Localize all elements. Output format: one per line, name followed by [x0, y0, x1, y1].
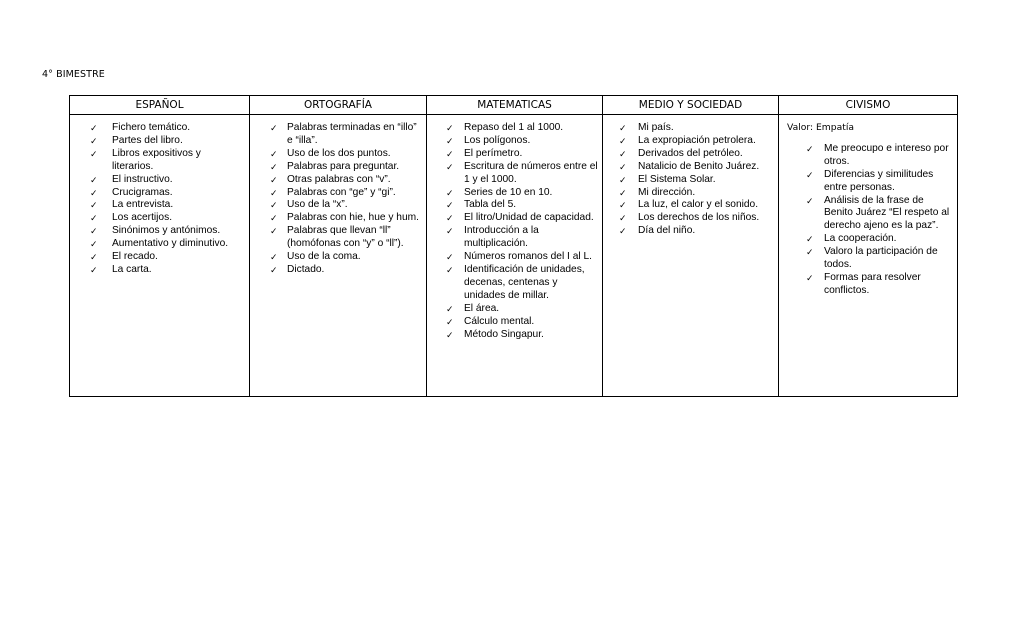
checkmark-icon: ✓	[90, 174, 98, 185]
checkmark-icon: ✓	[446, 148, 454, 159]
list-item-text: Los acertijos.	[112, 212, 173, 224]
list-item	[70, 225, 249, 238]
list-item-text: El instructivo.	[112, 173, 173, 185]
medio-y-sociedad-list	[603, 122, 778, 238]
checkmark-icon: ✓	[90, 123, 98, 133]
list-item-text: Natalicio de Benito Juárez.	[638, 160, 760, 172]
list-item-text: Series de 10 en 10.	[464, 186, 553, 198]
list-item	[779, 169, 957, 195]
checkmark-icon: ✓	[619, 213, 627, 224]
list-item-text: Palabras que llevan “ll” (homófonas con “y” o “ll”).	[287, 225, 404, 250]
list-item	[250, 148, 426, 161]
checkmark-icon: ✓	[619, 200, 627, 211]
list-item	[427, 135, 602, 148]
list-item	[603, 122, 778, 135]
list-item	[250, 225, 426, 251]
list-item-text: Sinónimos y antónimos.	[112, 225, 221, 237]
list-item	[427, 212, 602, 225]
checkmark-icon: ✓	[619, 187, 627, 198]
checkmark-icon: ✓	[270, 123, 278, 133]
checkmark-icon: ✓	[619, 123, 627, 133]
list-item-text: Fichero temático.	[112, 122, 191, 133]
list-item-text: Crucigramas.	[112, 186, 173, 198]
list-item	[250, 174, 426, 187]
list-item	[250, 187, 426, 200]
list-item	[250, 122, 426, 148]
checkmark-icon: ✓	[619, 161, 627, 172]
column-header-medio-y-sociedad: MEDIO Y SOCIEDAD	[603, 96, 779, 115]
checkmark-icon: ✓	[806, 195, 814, 206]
checkmark-icon: ✓	[90, 187, 98, 198]
checkmark-icon: ✓	[270, 200, 278, 211]
list-item-text: Me preocupo e intereso por otros.	[824, 142, 949, 167]
list-item	[427, 225, 602, 251]
column-header-ortografia: ORTOGRAFÍA	[250, 96, 427, 115]
checkmark-icon: ✓	[619, 226, 627, 237]
list-item	[427, 251, 602, 264]
list-item-text: Aumentativo y diminutivo.	[112, 238, 229, 250]
cell-medio-y-sociedad	[603, 115, 779, 397]
list-item	[250, 161, 426, 174]
list-item-text: Tabla del 5.	[464, 199, 517, 211]
list-item	[250, 199, 426, 212]
list-item-text: La luz, el calor y el sonido.	[638, 199, 759, 211]
list-item	[70, 148, 249, 174]
list-item	[427, 199, 602, 212]
checkmark-icon: ✓	[806, 247, 814, 258]
list-item	[603, 225, 778, 238]
list-item	[427, 264, 602, 303]
checkmark-icon: ✓	[446, 264, 454, 275]
list-item	[70, 264, 249, 277]
list-item-text: La cooperación.	[824, 233, 897, 245]
checkmark-icon: ✓	[806, 169, 814, 180]
civismo-value-label: Valor: Empatía	[787, 122, 855, 133]
list-item-text: El perímetro.	[464, 147, 523, 159]
checkmark-icon: ✓	[446, 226, 454, 237]
list-item-text: Diferencias y similitudes entre personas.	[824, 168, 934, 193]
list-item	[70, 238, 249, 251]
list-item	[427, 161, 602, 187]
checkmark-icon: ✓	[446, 200, 454, 211]
list-item-text: Los derechos de los niños.	[638, 212, 760, 224]
list-item-text: La expropiación petrolera.	[638, 134, 756, 146]
checkmark-icon: ✓	[270, 252, 278, 263]
list-item	[603, 212, 778, 225]
checkmark-icon: ✓	[446, 213, 454, 224]
list-item-text: Análisis de la frase de Benito Juárez “El respeto al derecho ajeno es la paz”.	[824, 194, 950, 232]
checkmark-icon: ✓	[90, 213, 98, 224]
list-item-text: Palabras con hie, hue y hum.	[287, 212, 419, 224]
checkmark-icon: ✓	[270, 226, 278, 237]
checkmark-icon: ✓	[806, 234, 814, 245]
list-item	[779, 233, 957, 246]
checkmark-icon: ✓	[619, 148, 627, 159]
matematicas-list	[427, 122, 602, 341]
list-item-text: Palabras terminadas en “illo” e “illa”.	[287, 122, 417, 146]
list-item	[250, 212, 426, 225]
list-item	[427, 122, 602, 135]
list-item-text: El área.	[464, 302, 500, 314]
list-item-text: Partes del libro.	[112, 134, 183, 146]
checkmark-icon: ✓	[446, 187, 454, 198]
list-item	[427, 148, 602, 161]
checkmark-icon: ✓	[619, 174, 627, 185]
checkmark-icon: ✓	[270, 174, 278, 185]
list-item	[70, 122, 249, 135]
checkmark-icon: ✓	[446, 316, 454, 327]
cell-ortografia	[250, 115, 427, 397]
list-item-text: Uso de los dos puntos.	[287, 147, 391, 159]
list-item-text: Escritura de números entre el 1 y el 1000.	[464, 160, 598, 185]
list-item-text: Dictado.	[287, 263, 325, 275]
list-item-text: Uso de la “x”.	[287, 199, 348, 211]
list-item-text: Derivados del petróleo.	[638, 147, 743, 159]
list-item-text: La carta.	[112, 263, 152, 275]
list-item	[603, 174, 778, 187]
list-item-text: Valoro la participación de todos.	[824, 246, 938, 271]
checkmark-icon: ✓	[446, 252, 454, 263]
list-item	[779, 272, 957, 298]
civismo-list	[779, 143, 957, 298]
page-heading: 4° BIMESTRE	[42, 69, 105, 80]
list-item	[427, 316, 602, 329]
list-item-text: Uso de la coma.	[287, 251, 361, 263]
list-item	[70, 135, 249, 148]
list-item-text: Repaso del 1 al 1000.	[464, 122, 564, 133]
list-item-text: Palabras con “ge” y “gi”.	[287, 186, 396, 198]
checkmark-icon: ✓	[619, 135, 627, 146]
list-item-text: El recado.	[112, 251, 158, 263]
list-item	[427, 329, 602, 342]
list-item-text: Introducción a la multiplicación.	[464, 225, 539, 250]
list-item-text: Día del niño.	[638, 225, 696, 237]
checkmark-icon: ✓	[90, 252, 98, 263]
list-item	[70, 199, 249, 212]
checkmark-icon: ✓	[806, 143, 814, 154]
list-item-text: Método Singapur.	[464, 328, 544, 340]
list-item-text: Formas para resolver conflictos.	[824, 271, 921, 296]
list-item	[70, 251, 249, 264]
checkmark-icon: ✓	[270, 264, 278, 275]
list-item-text: Mi dirección.	[638, 186, 696, 198]
checkmark-icon: ✓	[90, 239, 98, 250]
list-item-text: Los polígonos.	[464, 134, 531, 146]
checkmark-icon: ✓	[446, 123, 454, 133]
checkmark-icon: ✓	[90, 264, 98, 275]
list-item-text: Números romanos del I al L.	[464, 251, 592, 263]
cell-civismo	[779, 115, 958, 397]
checkmark-icon: ✓	[446, 161, 454, 172]
checkmark-icon: ✓	[90, 200, 98, 211]
list-item-text: Libros expositivos y literarios.	[112, 147, 201, 172]
list-item	[779, 246, 957, 272]
checkmark-icon: ✓	[270, 148, 278, 159]
checkmark-icon: ✓	[90, 135, 98, 146]
table-content-row	[70, 115, 958, 397]
list-item	[250, 251, 426, 264]
list-item	[603, 199, 778, 212]
list-item	[250, 264, 426, 277]
checkmark-icon: ✓	[270, 187, 278, 198]
checkmark-icon: ✓	[270, 161, 278, 172]
list-item	[603, 135, 778, 148]
list-item-text: Cálculo mental.	[464, 315, 535, 327]
list-item-text: La entrevista.	[112, 199, 174, 211]
list-item	[603, 161, 778, 174]
checkmark-icon: ✓	[270, 213, 278, 224]
list-item	[779, 143, 957, 169]
list-item	[603, 148, 778, 161]
ortografia-list	[250, 122, 426, 277]
curriculum-table	[69, 95, 958, 397]
list-item-text: Palabras para preguntar.	[287, 160, 400, 172]
checkmark-icon: ✓	[446, 303, 454, 314]
espanol-list	[70, 122, 249, 277]
list-item	[427, 303, 602, 316]
list-item	[70, 174, 249, 187]
list-item	[427, 187, 602, 200]
checkmark-icon: ✓	[90, 148, 98, 159]
column-header-matematicas: MATEMATICAS	[427, 96, 603, 115]
list-item	[70, 187, 249, 200]
checkmark-icon: ✓	[446, 329, 454, 340]
list-item-text: El Sistema Solar.	[638, 173, 716, 185]
list-item	[603, 187, 778, 200]
column-header-espanol: ESPAÑOL	[70, 96, 250, 115]
list-item	[70, 212, 249, 225]
cell-matematicas	[427, 115, 603, 397]
list-item-text: Mi país.	[638, 122, 674, 133]
checkmark-icon: ✓	[806, 272, 814, 283]
checkmark-icon: ✓	[90, 226, 98, 237]
list-item-text: Identificación de unidades, decenas, centenas y unidades de millar.	[464, 263, 585, 301]
column-header-civismo: CIVISMO	[779, 96, 958, 115]
cell-espanol	[70, 115, 250, 397]
list-item-text: El litro/Unidad de capacidad.	[464, 212, 594, 224]
table-header-row	[70, 96, 958, 115]
list-item-text: Otras palabras con “v”.	[287, 173, 391, 185]
checkmark-icon: ✓	[446, 135, 454, 146]
list-item	[779, 195, 957, 234]
